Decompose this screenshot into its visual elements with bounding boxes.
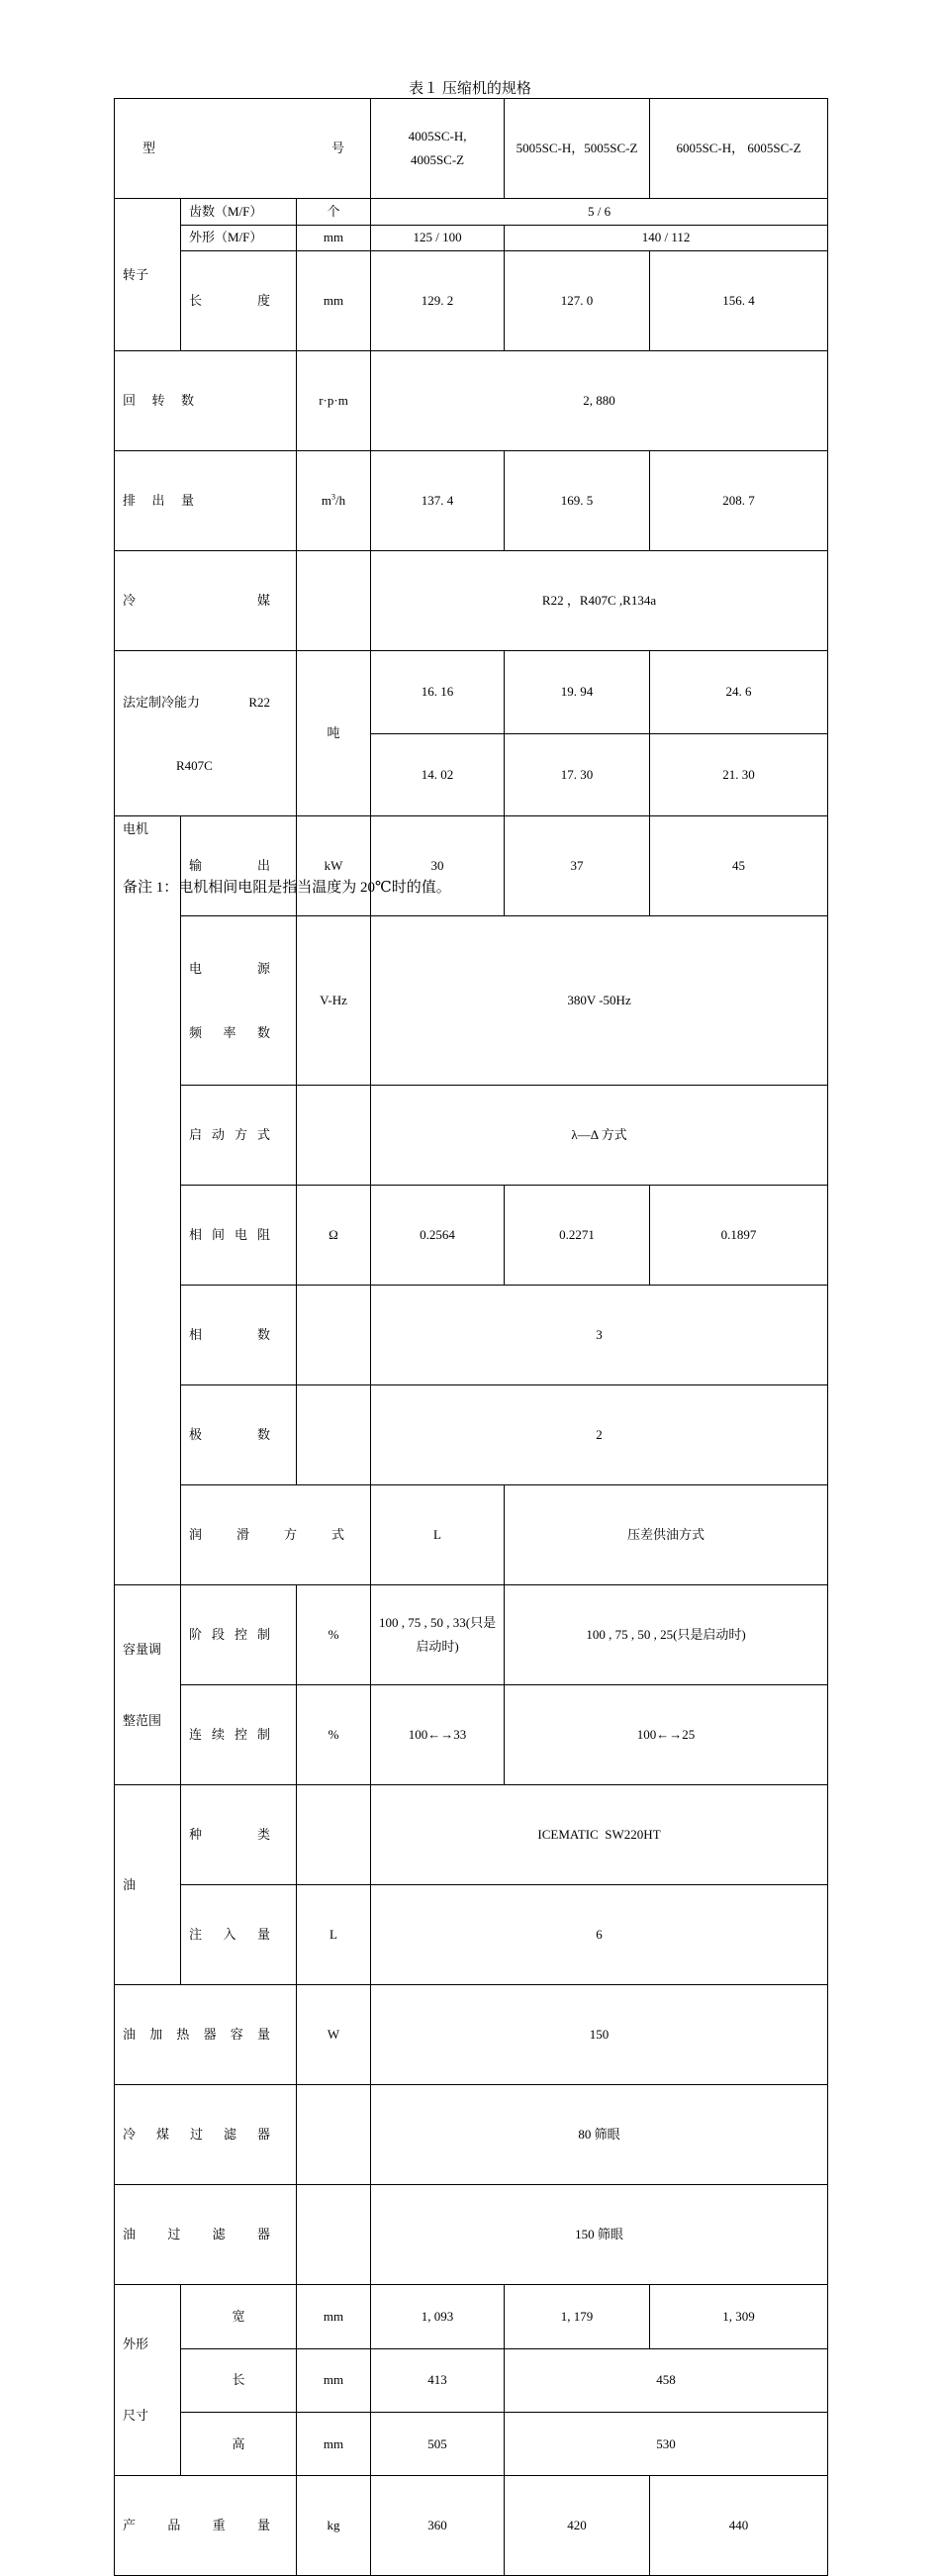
model-3-header: 6005SC-H， 6005SC-Z bbox=[650, 99, 828, 199]
motor-resistance-v3: 0.1897 bbox=[650, 1186, 828, 1286]
rotor-length-v1: 129. 2 bbox=[371, 251, 505, 351]
table-row bbox=[115, 199, 828, 226]
rotor-length-unit: mm bbox=[297, 251, 371, 351]
step-control-v23: 100 , 75 , 50 , 25(只是启动时) bbox=[505, 1585, 828, 1685]
ref-filter-unit bbox=[297, 2085, 371, 2185]
table-row bbox=[115, 651, 828, 734]
motor-phase-value: 3 bbox=[371, 1286, 828, 1385]
motor-resistance-v2: 0.2271 bbox=[505, 1186, 650, 1286]
continuous-control-v23: 100←→25 bbox=[505, 1685, 828, 1785]
motor-poles-unit bbox=[297, 1385, 371, 1485]
capacity-unit: 吨 bbox=[297, 651, 371, 816]
table-row bbox=[115, 251, 828, 351]
capacity-r22-v1: 16. 16 bbox=[371, 651, 505, 734]
table-row bbox=[115, 2085, 828, 2185]
displacement-v2: 169. 5 bbox=[505, 451, 650, 551]
motor-resistance-label: 相 间 电 阻 bbox=[181, 1186, 297, 1286]
dim-width-v1: 1, 093 bbox=[371, 2285, 505, 2348]
compressor-spec-table bbox=[114, 98, 828, 2576]
rotor-teeth-unit: 个 bbox=[297, 199, 371, 226]
dim-length-unit: mm bbox=[297, 2348, 371, 2412]
dim-height-label: 高 bbox=[181, 2412, 297, 2475]
table-row bbox=[115, 1186, 828, 1286]
oil-charge-label: 注 入 量 bbox=[181, 1885, 297, 1985]
dim-height-unit: mm bbox=[297, 2412, 371, 2475]
motor-output-v1: 30 bbox=[371, 816, 505, 916]
dimensions-group: 外形 尺寸 bbox=[115, 2285, 181, 2476]
oil-heater-unit: W bbox=[297, 1985, 371, 2085]
footnote: 备注 1：电机相间电阻是指当温度为 20℃时的值。 bbox=[123, 880, 451, 896]
motor-resistance-v1: 0.2564 bbox=[371, 1186, 505, 1286]
table-row bbox=[115, 2412, 828, 2475]
dim-length-label: 长 bbox=[181, 2348, 297, 2412]
refrigerant-unit bbox=[297, 551, 371, 651]
weight-v2: 420 bbox=[505, 2476, 650, 2576]
oil-heater-value: 150 bbox=[371, 1985, 828, 2085]
rotor-length-v2: 127. 0 bbox=[505, 251, 650, 351]
motor-start-label: 启 动 方 式 bbox=[181, 1086, 297, 1186]
table-row bbox=[115, 551, 828, 651]
weight-v3: 440 bbox=[650, 2476, 828, 2576]
dim-height-v23: 530 bbox=[505, 2412, 828, 2475]
capacity-r407c-v2: 17. 30 bbox=[505, 733, 650, 816]
dim-width-v2: 1, 179 bbox=[505, 2285, 650, 2348]
model-2-header: 5005SC-H，5005SC-Z bbox=[505, 99, 650, 199]
motor-phase-unit bbox=[297, 1286, 371, 1385]
rotor-length-v3: 156. 4 bbox=[650, 251, 828, 351]
table-row bbox=[115, 1485, 828, 1585]
table-row bbox=[115, 225, 828, 251]
oil-charge-unit: L bbox=[297, 1885, 371, 1985]
oil-kind-unit bbox=[297, 1785, 371, 1885]
model-1-header: 4005SC-H, 4005SC-Z bbox=[371, 99, 505, 199]
motor-power-value: 380V -50Hz bbox=[371, 916, 828, 1086]
capacity-r407c-v3: 21. 30 bbox=[650, 733, 828, 816]
motor-poles-value: 2 bbox=[371, 1385, 828, 1485]
oil-kind-label: 种 类 bbox=[181, 1785, 297, 1885]
motor-power-label: 电 源 频 率 数 bbox=[181, 916, 297, 1086]
oil-filter-label: 油 过 滤 器 bbox=[115, 2185, 297, 2285]
ref-filter-value: 80 筛眼 bbox=[371, 2085, 828, 2185]
weight-v1: 360 bbox=[371, 2476, 505, 2576]
motor-output-unit: kW bbox=[297, 816, 371, 916]
displacement-unit: $m^3/h$ bbox=[297, 451, 371, 551]
dim-width-label: 宽 bbox=[181, 2285, 297, 2348]
dim-length-v23: 458 bbox=[505, 2348, 828, 2412]
table-row bbox=[115, 1385, 828, 1485]
oil-kind-value: ICEMATIC SW220HT bbox=[371, 1785, 828, 1885]
lubrication-unit: L bbox=[371, 1485, 505, 1585]
table-row bbox=[115, 2476, 828, 2576]
oil-group: 油 bbox=[115, 1785, 181, 1985]
table-row bbox=[115, 2185, 828, 2285]
motor-start-value: λ—Δ 方式 bbox=[371, 1086, 828, 1186]
capacity-label: 法定制冷能力 R22 R407C bbox=[115, 651, 297, 816]
table-row bbox=[115, 1585, 828, 1685]
rotor-profile-v23: 140 / 112 bbox=[505, 225, 828, 251]
table-row bbox=[115, 1086, 828, 1186]
table-caption: 表１ 压缩机的规格 bbox=[409, 81, 531, 97]
oil-filter-value: 150 筛眼 bbox=[371, 2185, 828, 2285]
dim-width-unit: mm bbox=[297, 2285, 371, 2348]
weight-label: 产 品 重 量 bbox=[115, 2476, 297, 2576]
motor-start-unit bbox=[297, 1086, 371, 1186]
motor-poles-label: 极 数 bbox=[181, 1385, 297, 1485]
oil-heater-label: 油 加 热 器 容 量 bbox=[115, 1985, 297, 2085]
displacement-v3: 208. 7 bbox=[650, 451, 828, 551]
table-row bbox=[115, 451, 828, 551]
oil-charge-value: 6 bbox=[371, 1885, 828, 1985]
step-control-label: 阶 段 控 制 bbox=[181, 1585, 297, 1685]
table-row bbox=[115, 1885, 828, 1985]
step-control-unit: % bbox=[297, 1585, 371, 1685]
table-row bbox=[115, 1685, 828, 1785]
table-row bbox=[115, 1785, 828, 1885]
oil-filter-unit bbox=[297, 2185, 371, 2285]
dim-length-v1: 413 bbox=[371, 2348, 505, 2412]
type-header: 型 号 bbox=[115, 99, 371, 199]
refrigerant-value: R22 ，R407C ,R134a bbox=[371, 551, 828, 651]
table-row bbox=[115, 1286, 828, 1385]
weight-unit: kg bbox=[297, 2476, 371, 2576]
capacity-r22-v2: 19. 94 bbox=[505, 651, 650, 734]
table-row bbox=[115, 351, 828, 451]
capacity-r407c-v1: 14. 02 bbox=[371, 733, 505, 816]
rotor-profile-unit: mm bbox=[297, 225, 371, 251]
table-row bbox=[115, 916, 828, 1086]
speed-label: 回 转 数 bbox=[115, 351, 297, 451]
speed-unit: r·p·m bbox=[297, 351, 371, 451]
displacement-v1: 137. 4 bbox=[371, 451, 505, 551]
rotor-profile-v1: 125 / 100 bbox=[371, 225, 505, 251]
rotor-length-label: 长 度 bbox=[181, 251, 297, 351]
motor-output-v3: 45 bbox=[650, 816, 828, 916]
table-row bbox=[115, 816, 828, 916]
speed-value: 2, 880 bbox=[371, 351, 828, 451]
table-row bbox=[115, 2285, 828, 2348]
dim-width-v3: 1, 309 bbox=[650, 2285, 828, 2348]
header-row bbox=[115, 99, 828, 199]
continuous-control-v1: 100←→33 bbox=[371, 1685, 505, 1785]
rotor-teeth-value: 5 / 6 bbox=[371, 199, 828, 226]
motor-power-unit: V-Hz bbox=[297, 916, 371, 1086]
rotor-profile-label: 外形（M/F） bbox=[181, 225, 297, 251]
displacement-label: 排 出 量 bbox=[115, 451, 297, 551]
motor-output-v2: 37 bbox=[505, 816, 650, 916]
ref-filter-label: 冷 煤 过 滤 器 bbox=[115, 2085, 297, 2185]
step-control-v1: 100 , 75 , 50 , 33(只是启动时) bbox=[371, 1585, 505, 1685]
table-row bbox=[115, 2348, 828, 2412]
motor-phase-label: 相 数 bbox=[181, 1286, 297, 1385]
rotor-group: 转子 bbox=[115, 199, 181, 351]
capacity-r22-v3: 24. 6 bbox=[650, 651, 828, 734]
table-row bbox=[115, 1985, 828, 2085]
lubrication-value: 压差供油方式 bbox=[505, 1485, 828, 1585]
motor-resistance-unit: Ω bbox=[297, 1186, 371, 1286]
motor-group: 电机 bbox=[115, 816, 181, 1585]
continuous-control-unit: % bbox=[297, 1685, 371, 1785]
motor-output-label: 输 出 bbox=[181, 816, 297, 916]
continuous-control-label: 连 续 控 制 bbox=[181, 1685, 297, 1785]
rotor-teeth-label: 齿数（M/F） bbox=[181, 199, 297, 226]
capacity-control-group: 容量调 整范围 bbox=[115, 1585, 181, 1785]
lubrication-label: 润 滑 方 式 bbox=[181, 1485, 371, 1585]
refrigerant-label: 冷 媒 bbox=[115, 551, 297, 651]
dim-height-v1: 505 bbox=[371, 2412, 505, 2475]
